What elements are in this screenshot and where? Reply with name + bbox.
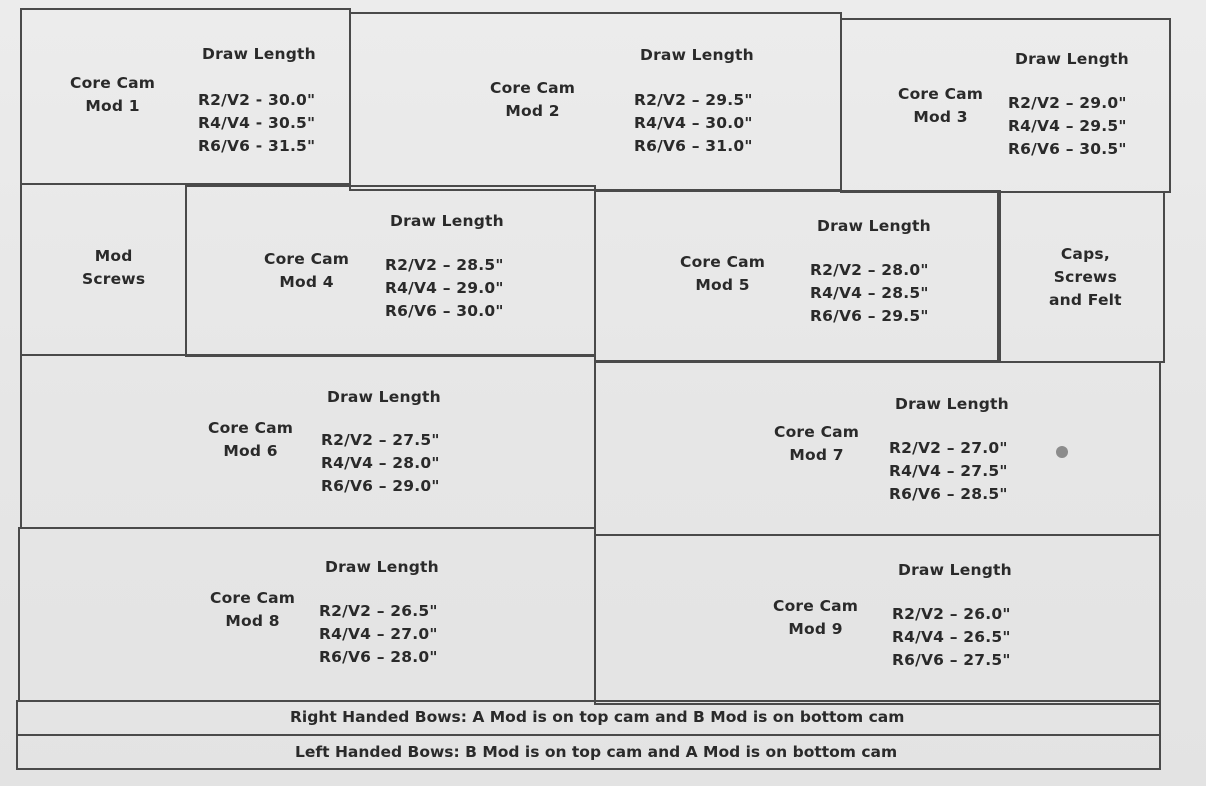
dot-mark [1056, 446, 1068, 458]
mod-2-draw-heading: Draw Length [640, 46, 754, 64]
mod-3-name: Core Cam Mod 3 [898, 85, 984, 126]
mod-5-draw-lengths: R2/V2 – 28.0" R4/V4 – 28.5" R6/V6 – 29.5" [810, 261, 929, 325]
mod-8-draw-heading: Draw Length [325, 558, 439, 576]
mod-6-draw-lengths: R2/V2 – 27.5" R4/V4 – 28.0" R6/V6 – 29.0" [321, 431, 440, 495]
mod-9-draw-heading: Draw Length [898, 561, 1012, 579]
mod-1-name: Core Cam Mod 1 [70, 74, 156, 115]
right-handed-note: Right Handed Bows: A Mod is on top cam and B Mod is on bottom cam [290, 708, 905, 726]
cell-mod-9 [594, 534, 1161, 705]
cell-mod-7 [594, 361, 1161, 536]
mod-5-draw-heading: Draw Length [817, 217, 931, 235]
mod-8-draw-lengths: R2/V2 – 26.5" R4/V4 – 27.0" R6/V6 – 28.0" [319, 602, 438, 666]
mod-5-name: Core Cam Mod 5 [680, 253, 766, 294]
cell-mod-5 [594, 190, 1001, 362]
cell-mod-6 [20, 354, 596, 529]
mod-3-draw-heading: Draw Length [1015, 50, 1129, 68]
mod-2-name: Core Cam Mod 2 [490, 79, 576, 120]
mod-7-draw-heading: Draw Length [895, 395, 1009, 413]
mod-6-draw-heading: Draw Length [327, 388, 441, 406]
mod-3-draw-lengths: R2/V2 – 29.0" R4/V4 – 29.5" R6/V6 – 30.5" [1008, 94, 1127, 158]
caps-screws-felt-label: Caps, Screws and Felt [1049, 245, 1122, 309]
mod-6-name: Core Cam Mod 6 [208, 419, 294, 460]
mod-1-draw-lengths: R2/V2 - 30.0" R4/V4 - 30.5" R6/V6 - 31.5" [198, 91, 316, 155]
cell-mod-2 [349, 12, 842, 191]
mod-8-name: Core Cam Mod 8 [210, 589, 296, 630]
mod-2-draw-lengths: R2/V2 – 29.5" R4/V4 – 30.0" R6/V6 – 31.0" [634, 91, 753, 155]
mod-7-draw-lengths: R2/V2 – 27.0" R4/V4 – 27.5" R6/V6 – 28.5" [889, 439, 1008, 503]
mod-7-name: Core Cam Mod 7 [774, 423, 860, 464]
mod-screws-label: Mod Screws [82, 247, 146, 288]
mod-9-draw-lengths: R2/V2 – 26.0" R4/V4 – 26.5" R6/V6 – 27.5" [892, 605, 1011, 669]
mod-9-name: Core Cam Mod 9 [773, 597, 859, 638]
mod-4-draw-heading: Draw Length [390, 212, 504, 230]
mod-4-draw-lengths: R2/V2 – 28.5" R4/V4 – 29.0" R6/V6 – 30.0" [385, 256, 504, 320]
mod-4-name: Core Cam Mod 4 [264, 250, 350, 291]
cell-mod-8 [18, 527, 596, 702]
mod-1-draw-heading: Draw Length [202, 45, 316, 63]
left-handed-note: Left Handed Bows: B Mod is on top cam and A Mod is on bottom cam [295, 743, 898, 761]
